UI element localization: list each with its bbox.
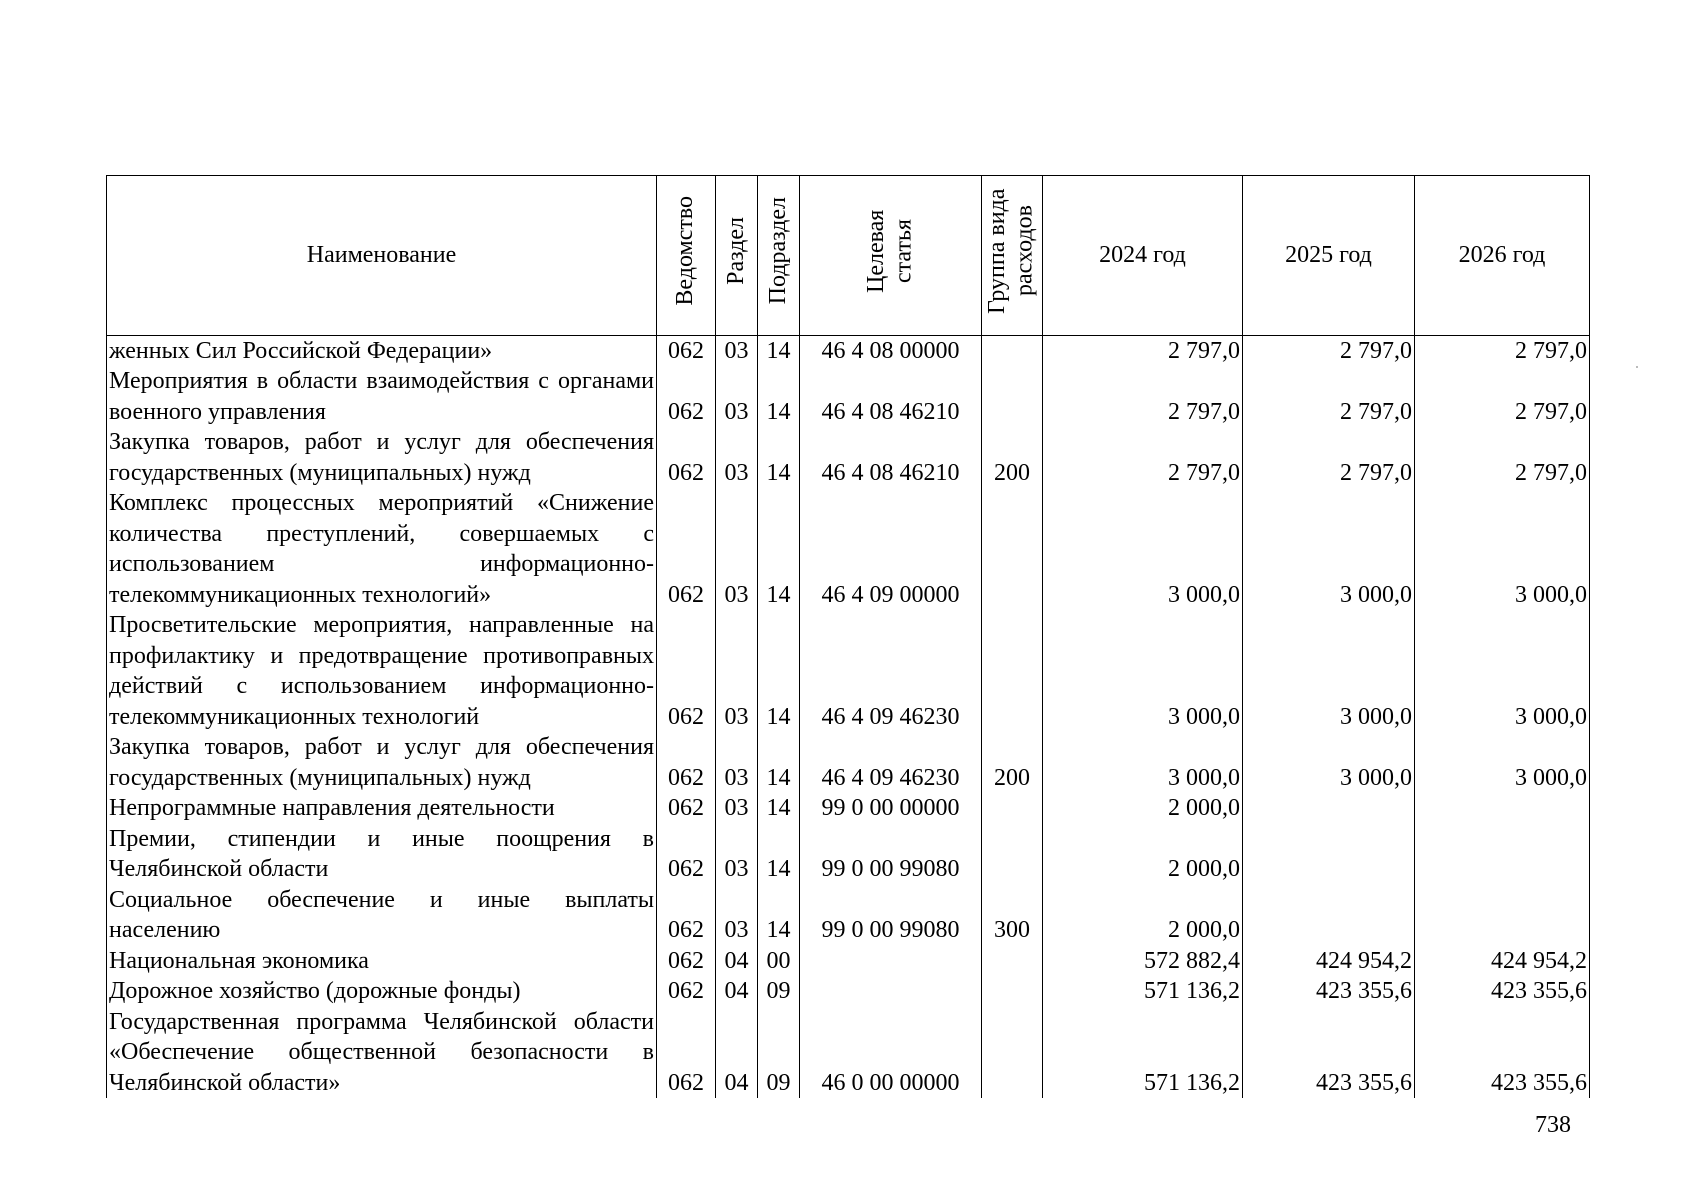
row-2025 — [1243, 824, 1415, 885]
row-2025: 423 355,6 — [1243, 976, 1415, 1007]
row-2025: 424 954,2 — [1243, 946, 1415, 977]
row-target-article — [800, 976, 982, 1007]
row-expense-group: 200 — [982, 732, 1043, 793]
row-expense-group: 300 — [982, 885, 1043, 946]
row-department: 062 — [657, 427, 716, 488]
row-department: 062 — [657, 793, 716, 824]
row-2024: 2 000,0 — [1043, 824, 1243, 885]
row-2026: 424 954,2 — [1415, 946, 1590, 977]
row-section: 03 — [716, 793, 758, 824]
table-row — [107, 488, 1590, 610]
row-expense-group — [982, 610, 1043, 732]
row-2025: 2 797,0 — [1243, 427, 1415, 488]
row-2026: 2 797,0 — [1415, 366, 1590, 427]
row-2026: 423 355,6 — [1415, 1007, 1590, 1099]
table-row — [107, 793, 1590, 824]
row-2024: 3 000,0 — [1043, 610, 1243, 732]
row-2024: 3 000,0 — [1043, 488, 1243, 610]
row-target-article: 46 4 09 00000 — [800, 488, 982, 610]
table-row — [107, 1007, 1590, 1099]
row-section: 03 — [716, 488, 758, 610]
row-section: 04 — [716, 976, 758, 1007]
row-expense-group — [982, 976, 1043, 1007]
row-name: Премии, стипендии и иные поощрения в Челябинской области — [107, 824, 657, 885]
row-department: 062 — [657, 366, 716, 427]
row-target-article — [800, 946, 982, 977]
row-name: женных Сил Российской Федерации» — [107, 335, 657, 366]
row-department: 062 — [657, 1007, 716, 1099]
row-section: 04 — [716, 1007, 758, 1099]
row-subsection: 14 — [758, 610, 800, 732]
row-target-article: 99 0 00 00000 — [800, 793, 982, 824]
row-subsection: 00 — [758, 946, 800, 977]
row-2025: 3 000,0 — [1243, 488, 1415, 610]
table-header — [107, 176, 1590, 336]
row-expense-group: 200 — [982, 427, 1043, 488]
row-section: 03 — [716, 427, 758, 488]
row-section: 03 — [716, 610, 758, 732]
row-expense-group — [982, 488, 1043, 610]
row-subsection: 14 — [758, 732, 800, 793]
row-2026 — [1415, 824, 1590, 885]
row-target-article: 46 4 08 00000 — [800, 335, 982, 366]
row-target-article: 46 0 00 00000 — [800, 1007, 982, 1099]
table-row — [107, 427, 1590, 488]
row-name: Закупка товаров, работ и услуг для обеспечения государственных (муниципальных) нужд — [107, 732, 657, 793]
row-section: 03 — [716, 335, 758, 366]
row-target-article: 99 0 00 99080 — [800, 824, 982, 885]
row-department: 062 — [657, 824, 716, 885]
row-name: Мероприятия в области взаимодействия с органами военного управления — [107, 366, 657, 427]
row-section: 03 — [716, 732, 758, 793]
header-year-2026: 2026 год — [1415, 176, 1590, 336]
table-row — [107, 366, 1590, 427]
row-section: 03 — [716, 366, 758, 427]
row-name: Закупка товаров, работ и услуг для обеспечения государственных (муниципальных) нужд — [107, 427, 657, 488]
row-2026: 3 000,0 — [1415, 488, 1590, 610]
row-subsection: 14 — [758, 824, 800, 885]
row-section: 04 — [716, 946, 758, 977]
row-target-article: 46 4 09 46230 — [800, 732, 982, 793]
table-body — [107, 335, 1590, 1098]
row-2026 — [1415, 885, 1590, 946]
row-2026: 423 355,6 — [1415, 976, 1590, 1007]
row-2026 — [1415, 793, 1590, 824]
header-subsection: Подраздел — [758, 176, 800, 336]
row-target-article: 46 4 08 46210 — [800, 366, 982, 427]
row-2024: 3 000,0 — [1043, 732, 1243, 793]
row-expense-group — [982, 793, 1043, 824]
row-subsection: 14 — [758, 488, 800, 610]
row-2025: 2 797,0 — [1243, 366, 1415, 427]
row-subsection: 09 — [758, 976, 800, 1007]
row-2024: 2 797,0 — [1043, 366, 1243, 427]
row-expense-group — [982, 1007, 1043, 1099]
row-name: Государственная программа Челябинской области «Обеспечение общественной безопасности в Челябинской области» — [107, 1007, 657, 1099]
header-name: Наименование — [107, 176, 657, 336]
header-year-2025: 2025 год — [1243, 176, 1415, 336]
row-name: Комплекс процессных мероприятий «Снижение количества преступлений, совершаемых с использованием информационно-телекоммуникационных технологий» — [107, 488, 657, 610]
budget-table — [106, 175, 1590, 1098]
row-2026: 2 797,0 — [1415, 335, 1590, 366]
table-row — [107, 732, 1590, 793]
row-2025: 423 355,6 — [1243, 1007, 1415, 1099]
row-2025 — [1243, 885, 1415, 946]
table-row — [107, 976, 1590, 1007]
row-subsection: 14 — [758, 793, 800, 824]
header-target-article: Целевая статья — [800, 176, 982, 336]
row-department: 062 — [657, 732, 716, 793]
table-row — [107, 335, 1590, 366]
row-2025: 3 000,0 — [1243, 732, 1415, 793]
row-name: Национальная экономика — [107, 946, 657, 977]
header-expense-group: Группа вида расходов — [982, 176, 1043, 336]
scan-speck — [1636, 366, 1638, 368]
row-subsection: 14 — [758, 366, 800, 427]
row-department: 062 — [657, 335, 716, 366]
row-expense-group — [982, 824, 1043, 885]
row-department: 062 — [657, 488, 716, 610]
row-2026: 3 000,0 — [1415, 610, 1590, 732]
row-expense-group — [982, 946, 1043, 977]
row-2024: 2 797,0 — [1043, 335, 1243, 366]
row-subsection: 14 — [758, 335, 800, 366]
row-2024: 572 882,4 — [1043, 946, 1243, 977]
row-expense-group — [982, 335, 1043, 366]
row-2024: 2 000,0 — [1043, 885, 1243, 946]
row-expense-group — [982, 366, 1043, 427]
row-name: Непрограммные направления деятельности — [107, 793, 657, 824]
header-department: Ведомство — [657, 176, 716, 336]
row-department: 062 — [657, 946, 716, 977]
row-name: Социальное обеспечение и иные выплаты населению — [107, 885, 657, 946]
table-row — [107, 824, 1590, 885]
row-name: Просветительские мероприятия, направленные на профилактику и предотвращение противоправных действий с использованием информационно-телекоммуникационных технологий — [107, 610, 657, 732]
row-department: 062 — [657, 885, 716, 946]
row-subsection: 14 — [758, 885, 800, 946]
row-subsection: 09 — [758, 1007, 800, 1099]
row-target-article: 46 4 08 46210 — [800, 427, 982, 488]
row-2025: 3 000,0 — [1243, 610, 1415, 732]
table-row — [107, 885, 1590, 946]
page-number: 738 — [1535, 1112, 1571, 1138]
table-row — [107, 610, 1590, 732]
header-section: Раздел — [716, 176, 758, 336]
row-target-article: 99 0 00 99080 — [800, 885, 982, 946]
row-department: 062 — [657, 610, 716, 732]
row-2024: 571 136,2 — [1043, 976, 1243, 1007]
row-2024: 2 000,0 — [1043, 793, 1243, 824]
row-section: 03 — [716, 885, 758, 946]
table-row — [107, 946, 1590, 977]
row-name: Дорожное хозяйство (дорожные фонды) — [107, 976, 657, 1007]
row-subsection: 14 — [758, 427, 800, 488]
row-2024: 2 797,0 — [1043, 427, 1243, 488]
row-2026: 2 797,0 — [1415, 427, 1590, 488]
row-section: 03 — [716, 824, 758, 885]
row-2025: 2 797,0 — [1243, 335, 1415, 366]
row-2025 — [1243, 793, 1415, 824]
header-year-2024: 2024 год — [1043, 176, 1243, 336]
row-department: 062 — [657, 976, 716, 1007]
row-target-article: 46 4 09 46230 — [800, 610, 982, 732]
row-2024: 571 136,2 — [1043, 1007, 1243, 1099]
row-2026: 3 000,0 — [1415, 732, 1590, 793]
